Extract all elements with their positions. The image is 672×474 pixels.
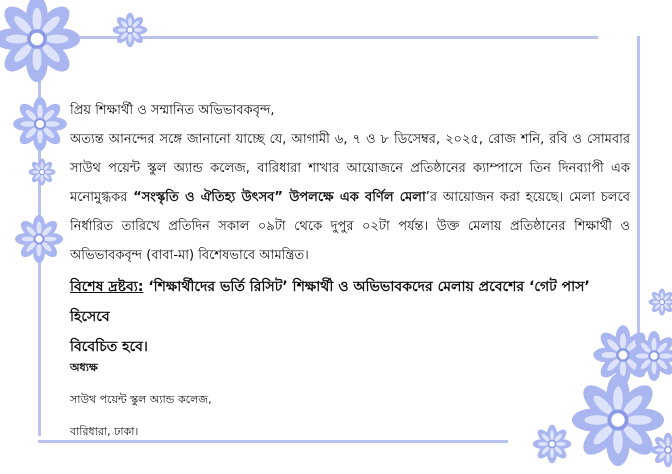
note-label: বিশেষ দ্রষ্টব্য: <box>70 279 144 295</box>
body-text: ’র আয়োজন করা হয়েছে। মেলা চলবে <box>425 190 630 205</box>
frame-right-line <box>637 36 640 358</box>
salutation: প্রিয় শিক্ষার্থী ও সম্মানিত অভিভাবকবৃন্দ, <box>70 103 275 118</box>
flower-icon <box>532 424 572 464</box>
notice-body <box>70 96 630 362</box>
flower-icon <box>14 214 64 264</box>
signature-block <box>70 352 212 448</box>
flower-icon <box>0 0 82 84</box>
flower-icon <box>650 432 672 468</box>
body-line: অভিভাবকবৃন্দ (বাবা-মা) বিশেষভাবে আমন্ত্রিত। <box>70 248 309 263</box>
note-text: ‘শিক্ষার্থীদের ভর্তি রিসিট’ শিক্ষার্থী ও অভিভাবকদের মেলায় প্রবেশের ‘গেট পাস’ হিসেবে <box>70 279 590 325</box>
body-line-fair <box>70 183 630 212</box>
signatory-title: অধ্যক্ষ <box>70 361 98 374</box>
flower-icon <box>648 288 672 316</box>
body-line: নির্ধারিত তারিখে প্রতিদিন সকাল ০৯টা থেকে দুপুর ০২টা পর্যন্ত। উক্ত মেলায় প্রতিষ্ঠানের শিক্ষার্থী ও <box>70 219 630 234</box>
body-text: মনোমুগ্ধকর <box>70 190 134 205</box>
flower-icon <box>12 96 68 152</box>
fair-name: “সংস্কৃতি ও ঐতিহ্য উৎসব” উপলক্ষে এক বর্ণিল মেলা <box>133 190 426 205</box>
special-note-line2: বিবেচিত হবে। <box>70 339 148 355</box>
flower-icon <box>112 12 148 48</box>
body-line: সাউথ পয়েন্ট স্কুল অ্যান্ড কলেজ, বারিধারা শাখার আয়োজনে প্রতিষ্ঠানের ক্যাম্পাসে তিন দিনব্যাপী এক <box>70 161 630 176</box>
institution-location: বারিধারা, ঢাকা। <box>70 425 139 438</box>
institution-name: সাউথ পয়েন্ট স্কুল অ্যান্ড কলেজ, <box>70 393 212 406</box>
body-line: অত্যন্ত আনন্দের সঙ্গে জানানো যাচ্ছে যে, আগামী ৬, ৭ ও ৮ ডিসেম্বর, ২০২৫, রোজ শনি, রবি ও সোমবার <box>70 132 630 147</box>
special-note <box>70 272 630 332</box>
flower-icon <box>28 158 56 186</box>
